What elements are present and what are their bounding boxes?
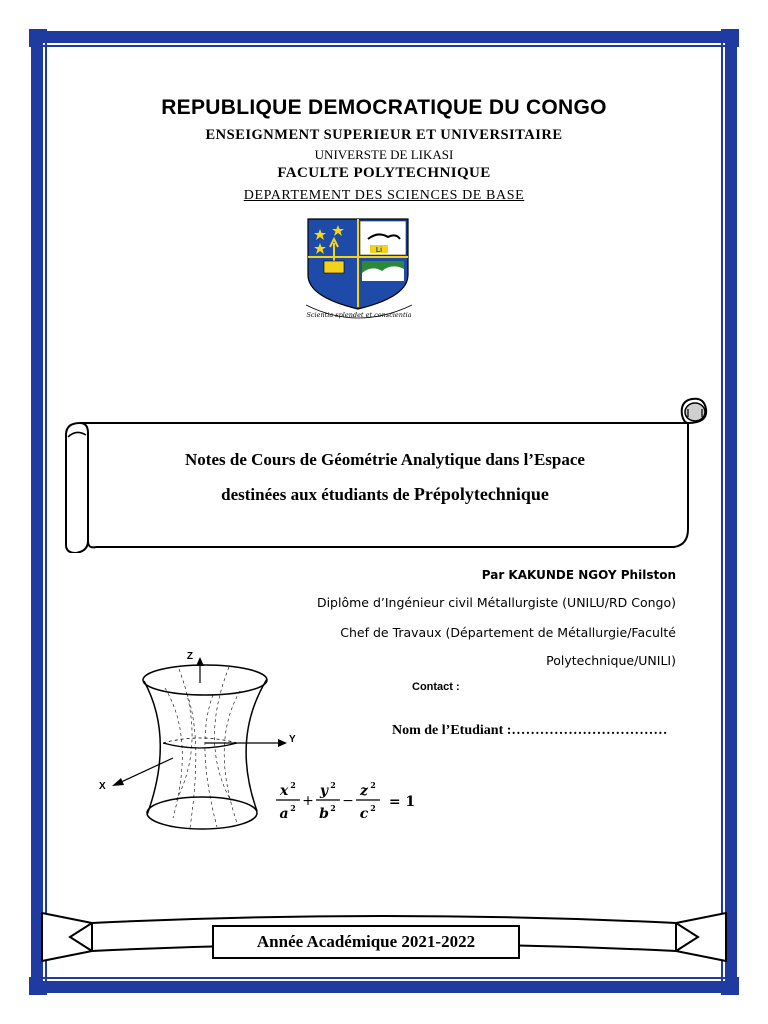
eq-rhs: = 1 (388, 794, 416, 810)
svg-text:+: + (302, 793, 314, 809)
course-title-line1: Notes de Cours de Géométrie Analytique dans l’Espace (185, 450, 585, 469)
author-credential-1: Diplôme d’Ingénieur civil Métallurgiste (UNILU/RD Congo) (316, 595, 676, 610)
svg-text:2: 2 (370, 780, 376, 790)
title-scroll (60, 395, 712, 553)
university-name: UNIVERSTE DE LIKASI (314, 147, 454, 162)
axis-x-label: X (99, 781, 106, 792)
svg-text:2: 2 (330, 803, 336, 813)
svg-text:2: 2 (290, 780, 296, 790)
svg-text:−: − (342, 793, 354, 809)
hyperboloid-equation (276, 778, 426, 828)
university-logo (300, 213, 418, 325)
axis-z-label: Z (186, 651, 193, 662)
eq-den-b: b (319, 806, 329, 822)
svg-text:2: 2 (330, 780, 336, 790)
academic-year: Année Académique 2021-2022 (212, 925, 520, 959)
student-name-field: Nom de l’Etudiant :…………………………… (392, 723, 668, 738)
ministry-title: ENSEIGNMENT SUPERIEUR ET UNIVERSITAIRE (205, 127, 563, 143)
svg-text:2: 2 (370, 803, 376, 813)
course-audience: Prépolytechnique (413, 484, 549, 504)
svg-text:2: 2 (290, 803, 296, 813)
eq-num-x: x (279, 783, 289, 799)
eq-num-z: z (360, 783, 368, 799)
author-credential-3: Polytechnique/UNILI) (546, 653, 676, 668)
logo-badge: Li (375, 247, 383, 254)
country-title: REPUBLIQUE DEMOCRATIQUE DU CONGO (161, 96, 607, 119)
eq-den-a: a (279, 806, 289, 822)
axis-y-label: Y (289, 734, 296, 745)
eq-den-c: c (359, 806, 369, 822)
author-name: Par KAKUNDE NGOY Philston (481, 568, 676, 582)
course-title-line2: destinées aux étudiants de Prépolytechnique (221, 484, 549, 504)
author-credential-2: Chef de Travaux (Département de Métallurgie/Faculté (340, 625, 676, 640)
eq-num-y: y (319, 783, 329, 799)
faculty-name: FACULTE POLYTECHNIQUE (277, 165, 491, 181)
department-name: DEPARTEMENT DES SCIENCES DE BASE (243, 188, 525, 203)
contact-label: Contact : (412, 681, 460, 693)
logo-motto: Scientia splendet et conscientia (306, 311, 412, 319)
